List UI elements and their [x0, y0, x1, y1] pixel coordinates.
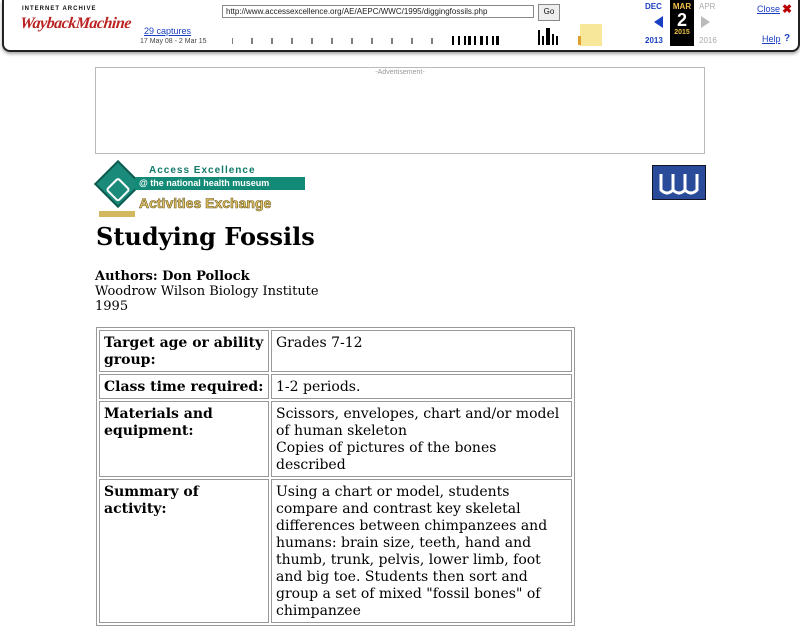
table-row	[99, 401, 572, 477]
prev-month-label[interactable]: DEC	[645, 2, 662, 11]
prev-capture-arrow-icon[interactable]	[654, 16, 663, 28]
logo-section: Activities Exchange	[139, 195, 272, 211]
institute-name: Woodrow Wilson Biology Institute	[95, 284, 319, 299]
logo-subtitle: @ the national health museum	[135, 177, 305, 190]
row-value: 1-2 periods.	[271, 374, 572, 399]
current-capture-date	[670, 0, 694, 46]
current-year: 2015	[674, 29, 690, 36]
access-excellence-logo[interactable]	[97, 165, 309, 217]
publication-year: 1995	[95, 299, 129, 314]
wayback-toolbar	[2, 0, 800, 52]
wayback-logo[interactable]	[19, 6, 132, 42]
row-value: Using a chart or model, students compare and contrast key skeletal differences between chimpanzees and humans: brain size, teeth, hand and thumb, trunk, pelvis, lower limb, foot and big toe. Students then sort and group a set of mixed "fossil bones" of chimpanzee	[271, 479, 572, 623]
close-link[interactable]: Close	[757, 4, 781, 14]
capture-range: 17 May 08 - 2 Mar 15	[140, 38, 207, 45]
next-month-label: APR	[699, 2, 716, 11]
activity-info-table	[96, 327, 575, 626]
wayback-machine-text: WaybackMachine	[19, 15, 132, 32]
go-button[interactable]: Go	[538, 4, 560, 21]
row-value: Scissors, envelopes, chart and/or model of human skeleton	[276, 406, 560, 439]
author-block	[95, 269, 319, 314]
next-year-label: 2016	[699, 36, 717, 45]
help-link[interactable]: Help	[762, 34, 781, 44]
table-row	[99, 479, 572, 623]
url-input[interactable]: http://www.accessexcellence.org/AE/AEPC/WWC/1995/diggingfossils.php	[222, 5, 534, 18]
row-label: Target age or ability group:	[99, 330, 269, 372]
sparkline-graphic	[232, 24, 602, 46]
advertisement-label: -Advertisement-	[375, 69, 425, 76]
table-row	[99, 330, 572, 372]
help-icon[interactable]: ?	[784, 33, 791, 44]
row-value-extra: Copies of pictures of the bones described	[276, 440, 497, 473]
row-label: Summary of activity:	[99, 479, 269, 623]
ww-institute-logo[interactable]	[652, 165, 706, 200]
row-value-cell	[271, 401, 572, 477]
prev-year-label[interactable]: 2013	[645, 36, 663, 45]
captures-link[interactable]: 29 captures	[144, 26, 192, 36]
ww-logo-icon	[653, 166, 705, 199]
capture-sparkline[interactable]	[232, 24, 602, 46]
row-label: Class time required:	[99, 374, 269, 399]
internet-archive-text: INTERNET ARCHIVE	[22, 6, 97, 12]
close-icon[interactable]: ✖	[782, 2, 793, 16]
next-capture-arrow-icon	[701, 16, 710, 28]
logo-title: Access Excellence	[149, 165, 256, 176]
page-title: Studying Fossils	[96, 222, 315, 251]
current-day: 2	[676, 10, 687, 30]
advertisement-box	[95, 67, 705, 154]
table-row	[99, 374, 572, 399]
authors-label: Authors: Don Pollock	[95, 269, 250, 284]
row-value: Grades 7-12	[271, 330, 572, 372]
current-month: MAR	[672, 2, 692, 11]
row-label: Materials and equipment:	[99, 401, 269, 477]
